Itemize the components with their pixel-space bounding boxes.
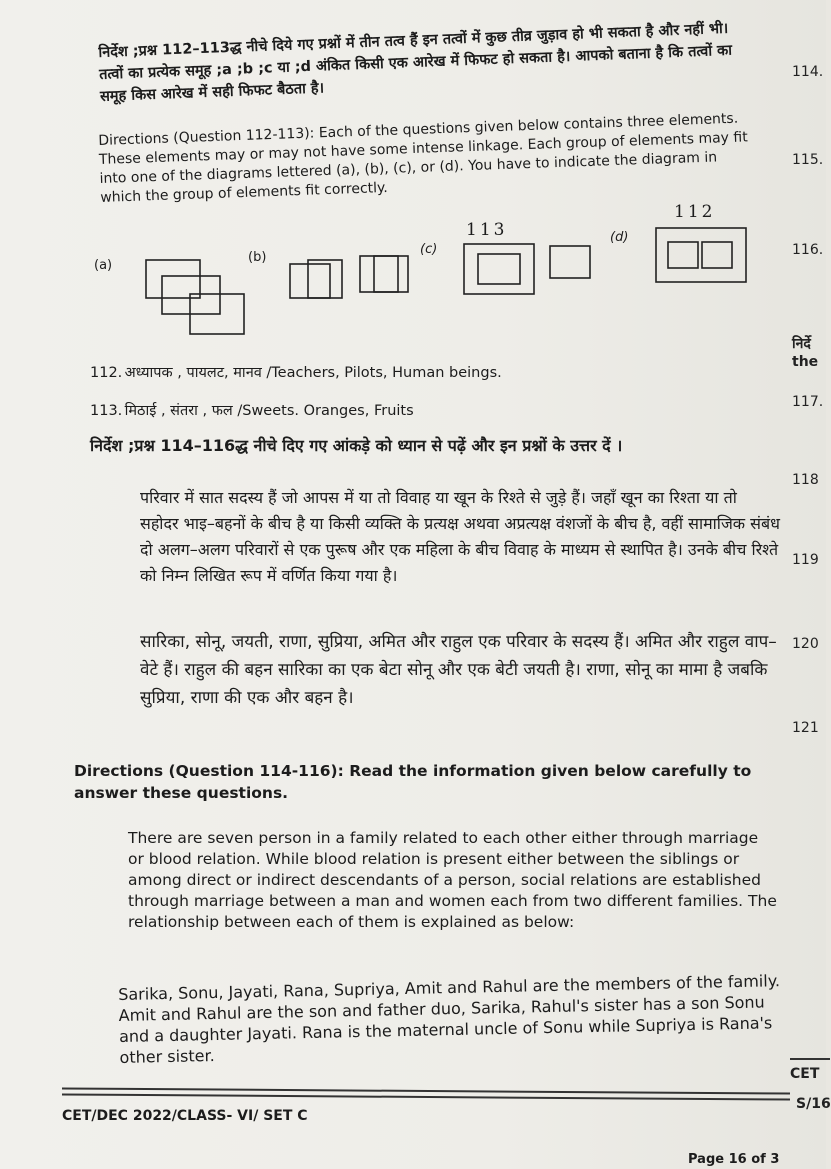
diagram-b-square-2: [308, 260, 342, 298]
right-q-117: 117.: [792, 394, 824, 410]
right-q-120: 120: [792, 636, 819, 652]
footer-rule-bottom: [62, 1093, 790, 1100]
question-112-number: 112.: [90, 365, 123, 381]
diagram-d-inner-1: [668, 242, 698, 268]
diagram-c-outer: [464, 244, 534, 294]
diagram-c-inner: [478, 254, 520, 284]
right-the: the: [792, 354, 819, 370]
diagram-b-square-3: [360, 256, 398, 292]
paragraph-1-hindi: परिवार में सात सदस्य हैं जो आपस में या तो विवाह या खून के रिश्ते से जुड़े हैं। जहाँ खून का रिश्ता या तो सहोदर भाइ–बहनों के बीच है या किसी व्यक्ति के प्रत्यक्ष अथवा अप्रत्यक्ष वंशजों के बीच है, वहीं सामाजिक संबंध दो अलग–अलग परिवारों से एक पुरूष और एक महिला के बीच विवाह के माध्यम से स्थापित है। उनके बीच रिश्ते को निम्न लिखित रूप में वर्णित किया गया है।: [140, 488, 780, 585]
handwritten-113: 113: [466, 220, 508, 240]
diagram-label-d: (d): [610, 230, 629, 245]
right-nirdesh: निर्दे: [792, 336, 811, 352]
right-q-115: 115.: [792, 152, 824, 168]
diagram-label-a: (a): [94, 258, 113, 273]
diagram-a-square-2: [162, 276, 220, 314]
directions-114-116-hindi: निर्देश ;प्रश्न 114–116द्ध नीचे दिए गए आंकड़े को ध्यान से पढ़ें और इन प्रश्नों के उत्तर दें ।: [90, 436, 623, 455]
directions-112-113-english: Directions (Question 112-113): Each of the questions given below contains three elements. These elements may or may not have some intense linkage. Each group of elements may fit into one of the diagrams lettered (a), (b), (c), or (d). You have to indicate the diagram in which the group of elements fit correctly.: [98, 110, 748, 206]
venn-diagrams: [90, 196, 770, 346]
diagram-label-c: (c): [420, 242, 438, 257]
directions-112-113-hindi: निर्देश ;प्रश्न 112–113द्ध नीचे दिये गए प्रश्नों में तीन तत्व हैं इन तत्वों में कुछ तीव्र जुड़ाव हो भी सकता है और नहीं भी। तत्वों का प्रत्येक समूह ;a ;b ;c या ;d अंकित किसी एक आरेख में फिफट हो सकता है। आपको बताना है कि तत्वों का समूह किस आरेख में सही फिफट बैठता है।: [98, 20, 733, 105]
right-q-114: 114.: [792, 64, 824, 80]
right-s16: S/16: [796, 1096, 831, 1112]
paragraph-2-english: Sarika, Sonu, Jayati, Rana, Supriya, Amit and Rahul are the members of the family. Amit and Rahul are the son and father duo, Sarika, Rahul's sister has a son Sonu and a daughter Jayati. Rana is the maternal uncle of Sonu while Supriya is Rana's other sister.: [118, 971, 781, 1067]
right-q-121: 121: [792, 720, 819, 736]
diagram-c-separate: [550, 246, 590, 278]
page-number: Page 16 of 3: [688, 1152, 780, 1167]
diagram-shapes: [90, 196, 770, 346]
footer-code: CET/DEC 2022/CLASS- VI/ SET C: [62, 1108, 308, 1124]
right-cet: CET: [790, 1066, 820, 1082]
right-rule: [790, 1058, 830, 1060]
question-112-text: अध्यापक , पायलट, मानव /Teachers, Pilots, Human beings.: [124, 365, 502, 381]
question-112: [90, 362, 502, 382]
question-113-number: 113.: [90, 403, 123, 419]
question-113: [90, 400, 414, 420]
handwritten-112: 112: [674, 202, 716, 222]
right-q-119: 119: [792, 552, 819, 568]
question-113-text: मिठाई , संतरा , फल /Sweets. Oranges, Fruits: [124, 403, 414, 419]
paragraph-1-english: There are seven person in a family related to each other either through marriage or blood relation. While blood relation is present either between the siblings or among direct or indirect descendants of a person, social relations are established through marriage between a man and women each from two different families. The relationship between each of them is explained as below:: [128, 829, 777, 931]
paragraph-2-hindi: सारिका, सोनू, जयती, राणा, सुप्रिया, अमित और राहुल एक परिवार के सदस्य हैं। अमित और राहुल वाप– वेटे हैं। राहुल की बहन सारिका का एक बेटा सोनू और एक बेटी जयती है। राणा, सोनू का मामा है जबकि सुप्रिया, राणा की एक और बहन है।: [140, 632, 777, 708]
directions-114-116-english: Directions (Question 114-116): Read the information given below carefully to answer these questions.: [74, 762, 752, 802]
right-q-118: 118: [792, 472, 819, 488]
diagram-b-square-4: [374, 256, 408, 292]
diagram-d-inner-2: [702, 242, 732, 268]
diagram-label-b: (b): [248, 250, 267, 265]
diagram-b-square-1: [290, 264, 330, 298]
right-q-116: 116.: [792, 242, 824, 258]
diagram-a-square-1: [146, 260, 200, 298]
